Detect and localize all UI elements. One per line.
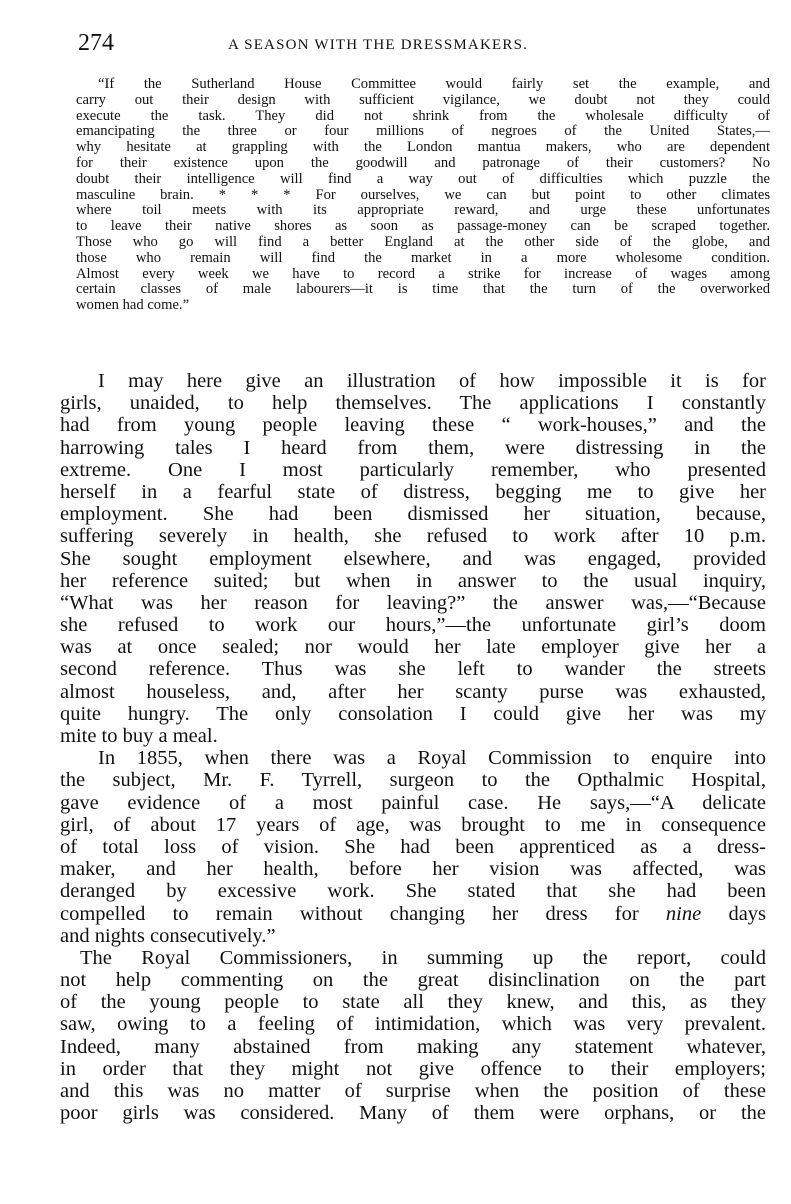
body-text [60, 370, 766, 1128]
quote-line: Almost every week we have to record a strike for increase of wages among [76, 266, 770, 282]
text-line: of the young people to state all they knew, and this, as they [60, 991, 766, 1014]
text-line: the subject, Mr. F. Tyrrell, surgeon to the Opthalmic Hospital, [60, 769, 766, 792]
text-line: harrowing tales I heard from them, were distressing in the [60, 436, 766, 459]
text-line: was at once sealed; nor would her late employer give her a [60, 636, 766, 659]
page-number: 274 [78, 30, 114, 56]
quote-line: carry out their design with sufficient vigilance, we doubt not they could [76, 92, 770, 108]
quote-line: masculine brain. * * * For ourselves, we can but point to other climates [76, 187, 770, 203]
quote-line: certain classes of male labourers—it is time that the turn of the overworked [76, 282, 770, 298]
text-line: of total loss of vision. She had been apprenticed as a dress- [60, 835, 766, 858]
text-line: girls, unaided, to help themselves. The applications I constantly [60, 392, 766, 415]
text-line: She sought employment elsewhere, and was engaged, provided [60, 547, 766, 570]
quote-line: why hesitate at grappling with the London mantua makers, who are dependent [76, 140, 770, 156]
text-line: in order that they might not give offence to their employers; [60, 1057, 766, 1080]
quote-line: Those who go will find a better England at the other side of the globe, and [76, 234, 770, 250]
text-line: Indeed, many abstained from making any statement whatever, [60, 1035, 766, 1058]
quote-line: those who remain will find the market in a more wholesome condition. [76, 250, 770, 266]
text-line: second reference. Thus was she left to wander the streets [60, 658, 766, 681]
text-line: suffering severely in health, she refused to work after 10 p.m. [60, 525, 766, 548]
text-line: extreme. One I most particularly remember, who presented [60, 458, 766, 481]
text-segment: days [728, 902, 766, 925]
text-line: she refused to work our hours,”—the unfortunate girl’s doom [60, 614, 766, 637]
quote-line: “If the Sutherland House Committee would fairly set the example, and [98, 77, 770, 92]
quote-line: women had come.” [76, 298, 190, 314]
text-line: gave evidence of a most painful case. He says,—“A delicate [60, 791, 766, 814]
text-line: In 1855, when there was a Royal Commission to enquire into [98, 747, 766, 770]
text-line: saw, owing to a feeling of intimidation, which was very prevalent. [60, 1013, 766, 1036]
block-quote [76, 77, 770, 314]
text-line: her reference suited; but when in answer to the usual inquiry, [60, 569, 766, 592]
text-line: mite to buy a meal. [60, 725, 218, 747]
text-line: and nights consecutively.” [60, 924, 276, 947]
italic-word: nine [665, 902, 702, 925]
text-line: girl, of about 17 years of age, was brought to me in consequence [60, 813, 766, 836]
quote-line: doubt their intelligence will find a way out of difficulties which puzzle the [76, 171, 770, 187]
quote-line: emancipating the three or four millions of negroes of the United States,— [76, 124, 770, 140]
page-header [78, 30, 768, 56]
text-line-with-italic [60, 903, 766, 925]
text-line: had from young people leaving these “ work-houses,” and the [60, 414, 766, 437]
text-line: I may here give an illustration of how impossible it is for [98, 370, 766, 392]
text-line: quite hungry. The only consolation I could give her was my [60, 702, 766, 725]
text-segment: compelled to remain without changing her dress for [60, 902, 639, 925]
text-line: and this was no matter of surprise when the position of these [60, 1080, 766, 1102]
paragraph-1 [60, 370, 766, 747]
paragraph-3 [60, 947, 766, 1125]
text-line: almost houseless, and, after her scanty purse was exhausted, [60, 680, 766, 703]
text-line: The Royal Commissioners, in summing up the report, could [80, 946, 766, 969]
text-line: not help commenting on the great disinclination on the part [60, 969, 766, 992]
quote-line: where toil meets with its appropriate reward, and urge these unfortunates [76, 203, 770, 219]
running-title: A SEASON WITH THE DRESSMAKERS. [228, 37, 529, 53]
quote-line: to leave their native shores as soon as passage-money can be scraped together. [76, 219, 770, 235]
paragraph-2 [60, 747, 766, 947]
text-line: herself in a fearful state of distress, begging me to give her [60, 480, 766, 503]
text-line: maker, and her health, before her vision was affected, was [60, 858, 766, 881]
text-line: “What was her reason for leaving?” the answer was,—“Because [60, 591, 766, 614]
text-line: deranged by excessive work. She stated that she had been [60, 880, 766, 903]
text-line: employment. She had been dismissed her situation, because, [60, 503, 766, 526]
quote-line: execute the task. They did not shrink from the wholesale difficulty of [76, 108, 770, 124]
text-line: poor girls was considered. Many of them were orphans, or the [60, 1102, 766, 1125]
quote-line: for their existence upon the goodwill and patronage of their customers? No [76, 155, 770, 171]
